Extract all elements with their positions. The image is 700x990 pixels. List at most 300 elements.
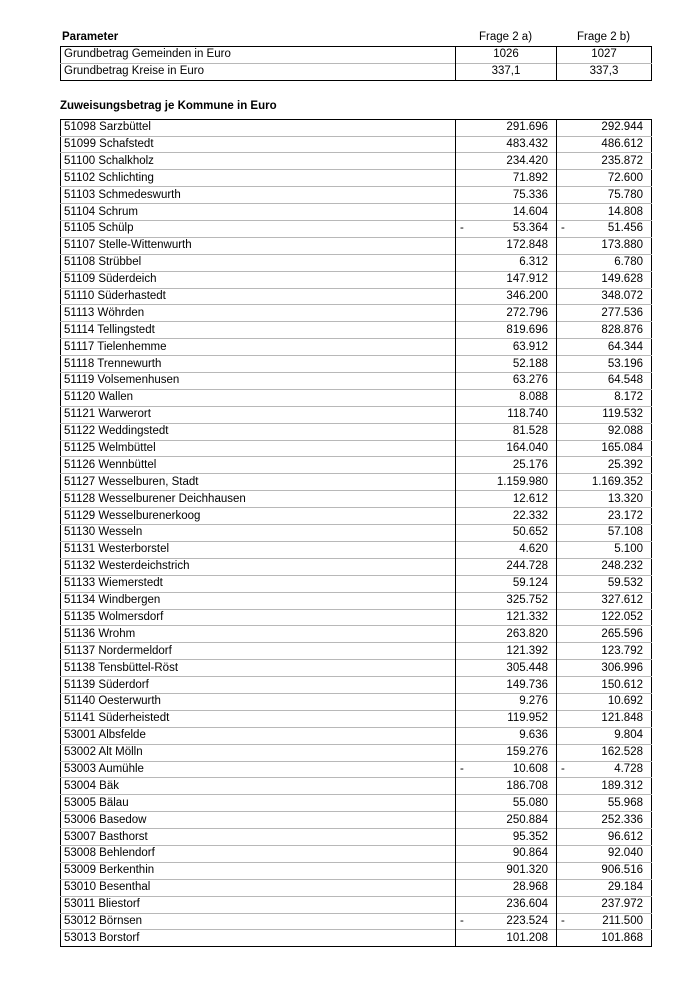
amount-value: 121.332 xyxy=(506,610,548,623)
frage-2b-amount-cell xyxy=(557,575,652,592)
kommune-cell: 51100 Schalkholz xyxy=(61,153,456,170)
amount-value: 92.088 xyxy=(607,425,643,438)
frage-2b-amount-cell xyxy=(557,845,652,862)
table-row xyxy=(61,761,652,778)
kommune-cell: 51110 Süderhastedt xyxy=(61,288,456,305)
amount-value: 164.040 xyxy=(506,442,548,455)
table-row xyxy=(61,677,652,694)
assignments-table-body xyxy=(61,119,652,947)
frage-2a-amount-cell xyxy=(456,170,557,187)
amount-value: 75.336 xyxy=(512,188,548,201)
table-row xyxy=(61,829,652,846)
kommune-cell: 51127 Wesselburen, Stadt xyxy=(61,474,456,491)
frage-2a-amount-cell xyxy=(456,727,557,744)
amount-value: 348.072 xyxy=(601,290,643,303)
table-row xyxy=(61,795,652,812)
frage-2a-amount-cell xyxy=(456,389,557,406)
kommune-cell: 53008 Behlendorf xyxy=(61,845,456,862)
amount-value: 53.364 xyxy=(512,222,548,235)
frage-2a-amount-cell xyxy=(456,136,557,153)
frage-2b-amount-cell xyxy=(557,119,652,136)
amount-value: 291.696 xyxy=(506,121,548,134)
frage-2a-amount-cell xyxy=(456,187,557,204)
frage-2b-amount-cell xyxy=(557,423,652,440)
kommune-cell: 51119 Volsemenhusen xyxy=(61,373,456,390)
frage-2a-amount-cell xyxy=(456,525,557,542)
frage-2a-amount-cell xyxy=(456,474,557,491)
amount-value: 486.612 xyxy=(601,138,643,150)
amount-value: 75.780 xyxy=(607,188,643,201)
kommune-cell: 51130 Wesseln xyxy=(61,525,456,542)
table-row xyxy=(61,305,652,322)
frage-2b-amount-cell xyxy=(557,440,652,457)
frage-2b-amount-cell xyxy=(557,930,652,947)
frage-2a-amount-cell xyxy=(456,541,557,558)
amount-value: 55.080 xyxy=(512,796,548,809)
amount-value: 244.728 xyxy=(506,560,548,573)
frage-2a-amount-cell xyxy=(456,406,557,423)
amount-value: 101.868 xyxy=(601,931,643,944)
amount-value: 483.432 xyxy=(506,138,548,150)
amount-value: 22.332 xyxy=(512,509,548,522)
table-row xyxy=(61,913,652,930)
minus-sign: - xyxy=(460,762,464,775)
frage-2b-amount-cell xyxy=(557,541,652,558)
kommune-cell: 51105 Schülp xyxy=(61,221,456,238)
frage-2b-amount-cell xyxy=(557,237,652,254)
amount-value: 4.620 xyxy=(519,543,548,556)
frage-2b-amount-cell xyxy=(557,744,652,761)
amount-value: 265.596 xyxy=(601,627,643,640)
frage-2b-value: 337,3 xyxy=(557,63,652,80)
frage-2a-amount-cell xyxy=(456,677,557,694)
table-row xyxy=(61,525,652,542)
amount-value: 1.169.352 xyxy=(591,475,643,488)
frage-2a-value: 337,1 xyxy=(456,63,557,80)
frage-2b-amount-cell xyxy=(557,339,652,356)
frage-2a-amount-cell xyxy=(456,812,557,829)
frage-2a-amount-cell xyxy=(456,879,557,896)
amount-value: 50.652 xyxy=(512,526,548,539)
amount-value: 52.188 xyxy=(512,357,548,370)
table-row xyxy=(61,812,652,829)
kommune-cell: 53005 Bälau xyxy=(61,795,456,812)
frage-2a-amount-cell xyxy=(456,829,557,846)
amount-value: 25.392 xyxy=(607,458,643,471)
frage-2b-amount-cell xyxy=(557,626,652,643)
amount-value: 12.612 xyxy=(512,492,548,505)
kommune-cell: 53007 Basthorst xyxy=(61,829,456,846)
frage-2b-value: 1027 xyxy=(557,46,652,63)
table-row xyxy=(61,170,652,187)
table-row xyxy=(61,373,652,390)
frage-2b-amount-cell xyxy=(557,508,652,525)
kommune-cell: 51129 Wesselburenerkoog xyxy=(61,508,456,525)
kommune-cell: 51138 Tensbüttel-Röst xyxy=(61,660,456,677)
amount-value: 119.532 xyxy=(602,408,643,421)
frage-2a-amount-cell xyxy=(456,913,557,930)
parameter-header-row xyxy=(60,29,651,46)
table-row xyxy=(61,271,652,288)
frage-2b-amount-cell xyxy=(557,322,652,339)
frage-2b-amount-cell xyxy=(557,204,652,221)
kommune-cell: 53004 Bäk xyxy=(61,778,456,795)
frage-2b-amount-cell xyxy=(557,896,652,913)
amount-value: 147.912 xyxy=(506,273,548,286)
amount-value: 263.820 xyxy=(506,627,548,640)
amount-value: 223.524 xyxy=(506,914,548,927)
amount-value: 95.352 xyxy=(512,830,548,843)
kommune-cell: 53011 Bliestorf xyxy=(61,896,456,913)
kommune-cell: 51140 Oesterwurth xyxy=(61,693,456,710)
frage-2a-amount-cell xyxy=(456,592,557,609)
kommune-cell: 51099 Schafstedt xyxy=(61,136,456,153)
kommune-cell: 51139 Süderdorf xyxy=(61,677,456,694)
table-row xyxy=(61,119,652,136)
minus-sign: - xyxy=(561,914,565,927)
frage-2b-amount-cell xyxy=(557,677,652,694)
amount-value: 59.124 xyxy=(512,577,548,590)
amount-value: 10.608 xyxy=(512,762,548,775)
kommune-cell: 51108 Strübbel xyxy=(61,254,456,271)
parameter-row xyxy=(61,63,652,80)
amount-value: 149.628 xyxy=(601,273,643,286)
kommune-cell: 51136 Wrohm xyxy=(61,626,456,643)
frage-2b-amount-cell xyxy=(557,474,652,491)
kommune-cell: 51133 Wiemerstedt xyxy=(61,575,456,592)
frage-2b-amount-cell xyxy=(557,862,652,879)
kommune-cell: 51104 Schrum xyxy=(61,204,456,221)
frage-2a-amount-cell xyxy=(456,575,557,592)
frage-2b-amount-cell xyxy=(557,660,652,677)
table-row xyxy=(61,744,652,761)
frage-2a-amount-cell xyxy=(456,339,557,356)
amount-value: 51.456 xyxy=(607,222,643,235)
amount-value: 71.892 xyxy=(512,171,548,184)
table-row xyxy=(61,254,652,271)
frage-2a-amount-cell xyxy=(456,896,557,913)
amount-value: 119.952 xyxy=(507,712,548,725)
amount-value: 118.740 xyxy=(507,408,548,421)
table-row xyxy=(61,660,652,677)
minus-sign: - xyxy=(460,914,464,927)
amount-value: 9.804 xyxy=(614,729,643,742)
kommune-cell: 51131 Westerborstel xyxy=(61,541,456,558)
minus-sign: - xyxy=(460,222,464,235)
parameter-header: Parameter xyxy=(62,30,119,43)
kommune-cell: 53010 Besenthal xyxy=(61,879,456,896)
kommune-cell: 51118 Trennewurth xyxy=(61,356,456,373)
amount-value: 55.968 xyxy=(607,796,643,809)
frage-2a-amount-cell xyxy=(456,710,557,727)
amount-value: 346.200 xyxy=(506,290,548,303)
amount-value: 92.040 xyxy=(607,847,643,860)
table-row xyxy=(61,845,652,862)
table-row xyxy=(61,221,652,238)
frage-2b-amount-cell xyxy=(557,761,652,778)
frage-2b-amount-cell xyxy=(557,879,652,896)
parameter-label: Grundbetrag Kreise in Euro xyxy=(61,63,456,80)
table-row xyxy=(61,288,652,305)
frage-2a-amount-cell xyxy=(456,626,557,643)
amount-value: 25.176 xyxy=(512,458,548,471)
amount-value: 6.780 xyxy=(614,256,643,269)
frage-2a-amount-cell xyxy=(456,221,557,238)
amount-value: 159.276 xyxy=(506,746,548,759)
table-row xyxy=(61,187,652,204)
kommune-cell: 51125 Welmbüttel xyxy=(61,440,456,457)
table-row xyxy=(61,710,652,727)
amount-value: 59.532 xyxy=(607,577,643,590)
table-row xyxy=(61,693,652,710)
amount-value: 23.172 xyxy=(607,509,643,522)
frage-2a-amount-cell xyxy=(456,305,557,322)
table-row xyxy=(61,930,652,947)
amount-value: 828.876 xyxy=(601,323,643,336)
frage-2b-amount-cell xyxy=(557,491,652,508)
amount-value: 121.392 xyxy=(506,644,548,657)
amount-value: 173.880 xyxy=(601,239,643,252)
amount-value: 292.944 xyxy=(601,121,643,134)
amount-value: 10.692 xyxy=(607,695,643,708)
amount-value: 189.312 xyxy=(601,779,643,792)
table-row xyxy=(61,204,652,221)
table-row xyxy=(61,575,652,592)
amount-value: 150.612 xyxy=(601,678,643,691)
table-row xyxy=(61,136,652,153)
amount-value: 211.500 xyxy=(602,914,643,927)
frage-2a-value: 1026 xyxy=(456,46,557,63)
frage-2a-amount-cell xyxy=(456,153,557,170)
kommune-cell: 51114 Tellingstedt xyxy=(61,322,456,339)
frage-2b-amount-cell xyxy=(557,778,652,795)
table-row xyxy=(61,389,652,406)
parameter-label: Grundbetrag Gemeinden in Euro xyxy=(64,48,231,61)
frage-2a-amount-cell xyxy=(456,761,557,778)
amount-value: 96.612 xyxy=(607,830,643,843)
table-row xyxy=(61,862,652,879)
amount-value: 237.972 xyxy=(601,898,643,911)
kommune-cell: 51122 Weddingstedt xyxy=(61,423,456,440)
amount-value: 306.996 xyxy=(601,661,643,674)
frage-2a-amount-cell xyxy=(456,660,557,677)
amount-value: 9.636 xyxy=(519,729,548,742)
frage-2a-amount-cell xyxy=(456,440,557,457)
frage-2b-amount-cell xyxy=(557,609,652,626)
frage-2b-amount-cell xyxy=(557,643,652,660)
frage-2a-amount-cell xyxy=(456,643,557,660)
amount-value: 272.796 xyxy=(506,306,548,319)
kommune-cell: 53002 Alt Mölln xyxy=(61,744,456,761)
amount-value: 149.736 xyxy=(506,678,548,691)
table-row xyxy=(61,322,652,339)
amount-value: 81.528 xyxy=(512,425,548,438)
amount-value: 172.848 xyxy=(506,239,548,252)
amount-value: 29.184 xyxy=(607,881,643,894)
amount-value: 57.108 xyxy=(607,526,643,539)
table-row xyxy=(61,339,652,356)
frage-2a-amount-cell xyxy=(456,322,557,339)
frage-2a-amount-cell xyxy=(456,356,557,373)
amount-value: 72.600 xyxy=(607,171,643,184)
frage-2b-amount-cell xyxy=(557,288,652,305)
kommune-cell: 51102 Schlichting xyxy=(61,170,456,187)
parameter-table xyxy=(60,46,652,81)
frage-2b-amount-cell xyxy=(557,829,652,846)
frage-2b-amount-cell xyxy=(557,592,652,609)
table-row xyxy=(61,457,652,474)
frage-2b-amount-cell xyxy=(557,356,652,373)
table-row xyxy=(61,541,652,558)
frage-2b-amount-cell xyxy=(557,305,652,322)
table-row xyxy=(61,592,652,609)
kommune-cell: 51103 Schmedeswurth xyxy=(61,187,456,204)
frage-2a-header: Frage 2 a) xyxy=(478,30,533,43)
table-row xyxy=(61,558,652,575)
amount-value: 305.448 xyxy=(506,661,548,674)
amount-value: 6.312 xyxy=(519,256,548,269)
table-row xyxy=(61,491,652,508)
kommune-cell: 51132 Westerdeichstrich xyxy=(61,558,456,575)
amount-value: 4.728 xyxy=(614,762,643,775)
kommune-cell: 51141 Süderheistedt xyxy=(61,710,456,727)
amount-value: 121.848 xyxy=(601,712,643,725)
amount-value: 165.084 xyxy=(601,442,643,455)
minus-sign: - xyxy=(561,222,565,235)
frage-2a-amount-cell xyxy=(456,373,557,390)
amount-value: 250.884 xyxy=(506,813,548,826)
table-row xyxy=(61,153,652,170)
frage-2b-amount-cell xyxy=(557,170,652,187)
minus-sign: - xyxy=(561,762,565,775)
amount-value: 9.276 xyxy=(519,695,548,708)
frage-2b-amount-cell xyxy=(557,136,652,153)
frage-2a-amount-cell xyxy=(456,609,557,626)
frage-2a-amount-cell xyxy=(456,237,557,254)
frage-2b-header: Frage 2 b) xyxy=(576,30,631,43)
frage-2a-amount-cell xyxy=(456,204,557,221)
amount-value: 252.336 xyxy=(601,813,643,826)
kommune-cell: 51120 Wallen xyxy=(61,389,456,406)
frage-2a-amount-cell xyxy=(456,508,557,525)
amount-value: 819.696 xyxy=(506,323,548,336)
amount-value: 5.100 xyxy=(614,543,643,556)
frage-2b-amount-cell xyxy=(557,457,652,474)
amount-value: 327.612 xyxy=(601,594,643,607)
table-row xyxy=(61,474,652,491)
frage-2a-amount-cell xyxy=(456,845,557,862)
parameter-table-body xyxy=(61,46,652,80)
amount-value: 162.528 xyxy=(601,746,643,759)
parameter-row xyxy=(61,46,652,63)
frage-2a-amount-cell xyxy=(456,457,557,474)
kommune-cell: 51126 Wennbüttel xyxy=(61,457,456,474)
amount-value: 186.708 xyxy=(506,779,548,792)
kommune-cell: 53006 Basedow xyxy=(61,812,456,829)
frage-2a-amount-cell xyxy=(456,491,557,508)
header-row xyxy=(60,29,651,46)
frage-2b-amount-cell xyxy=(557,913,652,930)
kommune-cell: 53012 Börnsen xyxy=(61,913,456,930)
amount-value: 325.752 xyxy=(506,594,548,607)
frage-2b-amount-cell xyxy=(557,525,652,542)
frage-2b-amount-cell xyxy=(557,254,652,271)
assignments-table xyxy=(60,119,652,948)
section-title: Zuweisungsbetrag je Kommune in Euro xyxy=(60,99,277,112)
amount-value: 90.864 xyxy=(512,847,548,860)
kommune-cell: 51134 Windbergen xyxy=(61,592,456,609)
frage-2b-amount-cell xyxy=(557,221,652,238)
table-row xyxy=(61,778,652,795)
table-row xyxy=(61,609,652,626)
kommune-cell: 51109 Süderdeich xyxy=(61,271,456,288)
frage-2b-amount-cell xyxy=(557,727,652,744)
amount-value: 14.604 xyxy=(512,205,548,218)
table-row xyxy=(61,406,652,423)
amount-value: 234.420 xyxy=(506,154,548,167)
frage-2a-amount-cell xyxy=(456,119,557,136)
amount-value: 101.208 xyxy=(506,931,548,944)
frage-2b-amount-cell xyxy=(557,373,652,390)
frage-2b-amount-cell xyxy=(557,710,652,727)
table-row xyxy=(61,440,652,457)
amount-value: 63.912 xyxy=(512,340,548,353)
amount-value: 906.516 xyxy=(601,864,643,877)
frage-2a-amount-cell xyxy=(456,288,557,305)
table-row xyxy=(61,879,652,896)
frage-2b-amount-cell xyxy=(557,187,652,204)
amount-value: 13.320 xyxy=(607,492,643,505)
frage-2b-amount-cell xyxy=(557,693,652,710)
frage-2a-amount-cell xyxy=(456,862,557,879)
table-row xyxy=(61,237,652,254)
frage-2b-amount-cell xyxy=(557,558,652,575)
amount-value: 64.548 xyxy=(607,374,643,387)
amount-value: 122.052 xyxy=(601,610,643,623)
kommune-cell: 53009 Berkenthin xyxy=(61,862,456,879)
frage-2b-amount-cell xyxy=(557,153,652,170)
frage-2a-amount-cell xyxy=(456,930,557,947)
amount-value: 901.320 xyxy=(506,864,548,877)
table-row xyxy=(61,356,652,373)
frage-2a-amount-cell xyxy=(456,795,557,812)
table-row xyxy=(61,423,652,440)
amount-value: 8.088 xyxy=(519,391,548,404)
frage-2a-amount-cell xyxy=(456,423,557,440)
frage-2b-amount-cell xyxy=(557,406,652,423)
amount-value: 28.968 xyxy=(512,881,548,894)
amount-value: 235.872 xyxy=(601,154,643,167)
amount-value: 63.276 xyxy=(512,374,548,387)
kommune-cell: 51098 Sarzbüttel xyxy=(64,121,151,134)
kommune-cell: 51117 Tielenhemme xyxy=(61,339,456,356)
amount-value: 123.792 xyxy=(601,644,643,657)
kommune-cell: 51107 Stelle-Wittenwurth xyxy=(61,237,456,254)
amount-value: 14.808 xyxy=(607,205,643,218)
kommune-cell: 53013 Borstorf xyxy=(61,930,456,947)
table-row xyxy=(61,508,652,525)
frage-2a-amount-cell xyxy=(456,778,557,795)
frage-2a-amount-cell xyxy=(456,254,557,271)
frage-2b-amount-cell xyxy=(557,271,652,288)
amount-value: 277.536 xyxy=(601,306,643,319)
amount-value: 1.159.980 xyxy=(496,475,548,488)
amount-value: 64.344 xyxy=(607,340,643,353)
kommune-cell: 51121 Warwerort xyxy=(61,406,456,423)
amount-value: 53.196 xyxy=(607,357,643,370)
table-row xyxy=(61,727,652,744)
table-row xyxy=(61,626,652,643)
